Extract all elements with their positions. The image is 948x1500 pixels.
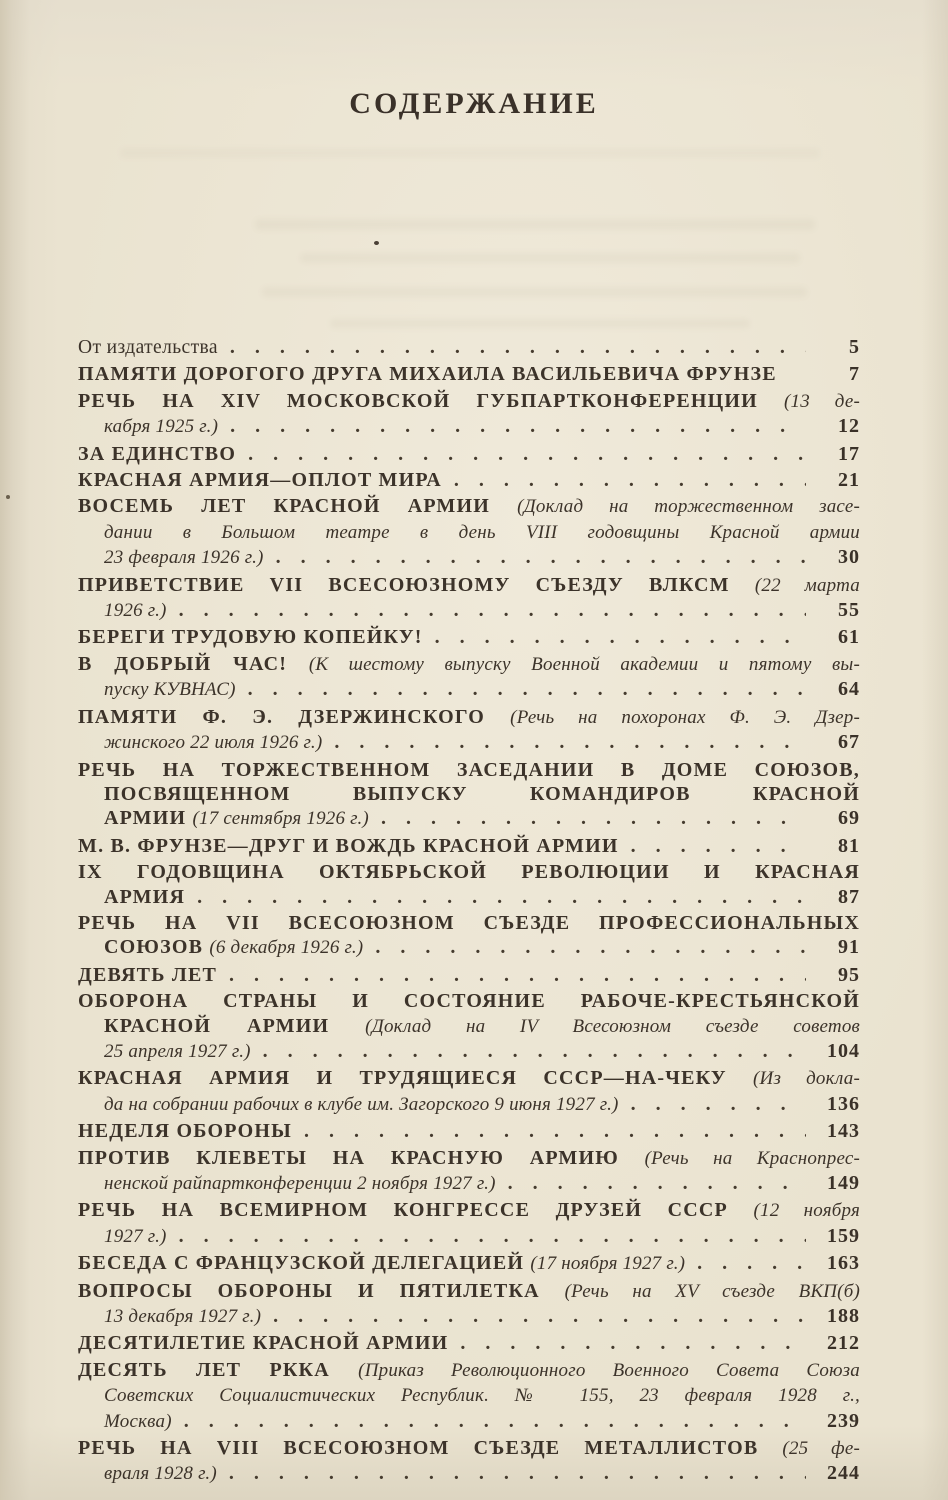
toc-entry-subtitle: (13 де-: [784, 390, 860, 412]
toc-entry-subtitle: (Доклад на торжественном засе-: [517, 496, 860, 518]
toc-line: [78, 1198, 860, 1223]
page-number: 61: [838, 626, 860, 649]
toc-line: [78, 705, 860, 730]
toc-line: [78, 362, 860, 386]
toc-entry-text: [104, 677, 236, 702]
toc-line: [78, 963, 860, 987]
toc-line: [78, 834, 860, 858]
toc-entry-title: ПРОТИВ КЛЕВЕТЫ НА КРАСНУЮ АРМИЮ: [78, 1146, 645, 1169]
dot-leader: [276, 545, 806, 569]
show-through-smudge: [300, 253, 800, 263]
toc-line: [78, 1014, 860, 1039]
dot-leader: [435, 625, 806, 649]
dot-leader: [304, 1119, 806, 1143]
toc-entry-text: [104, 1304, 261, 1329]
toc-entry-text: [78, 1359, 860, 1381]
toc-line: [78, 545, 860, 570]
toc-line: [78, 1331, 860, 1355]
toc-line: [78, 911, 860, 935]
page-number: 87: [838, 885, 860, 908]
toc-entry-text: [78, 625, 423, 649]
toc-entry-title: АРМИИ: [104, 807, 193, 830]
dot-leader: [631, 834, 806, 858]
toc-entry: [78, 989, 860, 1064]
dot-leader: [631, 1092, 806, 1116]
toc-entry-title: ВОПРОСЫ ОБОРОНЫ И ПЯТИЛЕТКА: [78, 1279, 565, 1302]
toc-line: [78, 1383, 860, 1408]
toc-entry-title: РЕЧЬ НА ТОРЖЕСТВЕННОМ ЗАСЕДАНИИ В ДОМЕ СОЮЗОВ,: [78, 758, 860, 781]
dot-leader: [230, 414, 806, 438]
toc-entry-title: М. В. ФРУНЗЕ—ДРУГ И ВОЖДЬ КРАСНОЙ АРМИИ: [78, 834, 619, 857]
show-through-smudge: [262, 287, 807, 297]
page-number: 64: [838, 678, 860, 701]
ink-speck: [6, 495, 10, 499]
page-number: 91: [838, 936, 860, 959]
toc-line: [78, 625, 860, 649]
dot-leader: [229, 963, 806, 987]
toc-entry-subtitle: 25 апреля 1927 г.): [104, 1040, 251, 1062]
toc-entry-title: ДЕСЯТИЛЕТИЕ КРАСНОЙ АРМИИ: [78, 1332, 449, 1355]
toc-entry: [78, 442, 860, 466]
toc-entry-text: [78, 390, 860, 412]
toc-entry: [78, 1331, 860, 1355]
toc-entry: [78, 389, 860, 440]
toc-line: [78, 989, 860, 1013]
toc-entry-text: [78, 912, 860, 934]
toc-entry-title: РЕЧЬ НА ВСЕМИРНОМ КОНГРЕССЕ ДРУЗЕЙ СССР: [78, 1199, 754, 1222]
toc-entry: [78, 652, 860, 703]
toc-entry-title: ПОСВЯЩЕННОМ ВЫПУСКУ КОМАНДИРОВ КРАСНОЙ: [104, 782, 860, 805]
toc-entry-title: БЕРЕГИ ТРУДОВУЮ КОПЕЙКУ!: [78, 626, 423, 649]
toc-entry-title: ПРИВЕТСТВИЕ VII ВСЕСОЮЗНОМУ СЪЕЗДУ ВЛКСМ: [78, 573, 755, 596]
page-number: 30: [838, 546, 860, 569]
dot-leader: [248, 677, 806, 701]
toc-entry-text: [78, 468, 442, 492]
toc-line: [78, 1224, 860, 1249]
toc-entry: [78, 1066, 860, 1117]
toc-entry: [78, 1436, 860, 1487]
toc-entry-text: [78, 861, 860, 883]
toc-line: [78, 1436, 860, 1461]
toc-entry-subtitle: 23 февраля 1926 г.): [104, 547, 264, 569]
dot-leader: [263, 1039, 806, 1063]
page-number: 95: [838, 963, 860, 986]
dot-leader: [197, 885, 806, 909]
toc-entry-subtitle: Москва): [104, 1410, 172, 1432]
page-number: 212: [827, 1332, 860, 1355]
toc-list: [78, 335, 860, 1487]
toc-line: [78, 573, 860, 598]
toc-entry-subtitle: (6 декабря 1926 г.): [209, 937, 364, 959]
page-number: 17: [838, 442, 860, 465]
page-number: 143: [827, 1120, 860, 1143]
toc-line: [78, 1279, 860, 1304]
toc-entry-text: [78, 990, 860, 1012]
toc-entry-text: [104, 806, 369, 831]
toc-entry-title: АРМИЯ: [104, 885, 186, 908]
toc-entry-subtitle: пуску КУВНАС): [104, 679, 236, 701]
toc-line: [78, 389, 860, 414]
toc-entry: [78, 1198, 860, 1249]
toc-line: [78, 598, 860, 623]
toc-entry: [78, 758, 860, 832]
toc-entry-subtitle: (12 ноября: [753, 1200, 860, 1222]
toc-entry-subtitle: враля 1928 г.): [104, 1463, 217, 1485]
toc-entry-subtitle: (Из докла-: [753, 1068, 860, 1090]
toc-line: [78, 414, 860, 439]
toc-entry-text: [78, 362, 777, 386]
toc-line: [78, 758, 860, 782]
page-number: 5: [849, 336, 860, 358]
toc-entry-title: ВОСЕМЬ ЛЕТ КРАСНОЙ АРМИИ: [78, 495, 518, 518]
dot-leader: [179, 598, 806, 622]
toc-entry-text: [104, 935, 363, 960]
toc-entry-subtitle: 13 декабря 1927 г.): [104, 1306, 262, 1328]
toc-line: [78, 1092, 860, 1117]
toc-entry-text: [78, 442, 236, 466]
toc-line: [78, 730, 860, 755]
toc-line: [78, 494, 860, 519]
toc-entry: [78, 1119, 860, 1143]
toc-entry-title: От издательства: [78, 337, 218, 358]
toc-entry-title: КРАСНАЯ АРМИЯ—ОПЛОТ МИРА: [78, 469, 442, 492]
toc-entry-title: СОЮЗОВ: [104, 936, 210, 959]
toc-entry-text: [78, 495, 860, 517]
toc-entry-text: [104, 1224, 167, 1249]
toc-entry-text: [104, 1092, 619, 1117]
dot-leader: [179, 1224, 806, 1248]
toc-line: [78, 468, 860, 492]
toc-entry-text: [78, 653, 860, 675]
dot-leader: [230, 335, 806, 359]
toc-entry-subtitle: (К шестому выпуску Военной академии и пятому вы-: [308, 653, 860, 675]
dot-leader: [375, 935, 806, 959]
page-number: 239: [827, 1409, 860, 1432]
page-number: 67: [838, 731, 860, 754]
toc-entry-text: [104, 1409, 172, 1434]
toc-entry-subtitle: (Речь на похоронах Ф. Э. Дзер-: [510, 706, 860, 728]
toc-entry-subtitle: (22 марта: [754, 574, 860, 596]
toc-entry-title: РЕЧЬ НА XIV МОСКОВСКОЙ ГУБПАРТКОНФЕРЕНЦИИ: [78, 389, 785, 412]
toc-entry-text: [104, 598, 167, 623]
toc-entry: [78, 1251, 860, 1276]
toc-entry-text: [78, 1331, 448, 1355]
dot-leader: [334, 730, 806, 754]
toc-entry-title: ДЕСЯТЬ ЛЕТ РККА: [78, 1358, 359, 1381]
dot-leader: [248, 442, 806, 466]
toc-entry-text: [104, 885, 185, 909]
toc-line: [78, 1251, 860, 1276]
toc-line: [78, 1304, 860, 1329]
toc-entry-title: КРАСНОЙ АРМИИ: [104, 1014, 366, 1037]
show-through-smudge: [120, 148, 820, 158]
page-number: 81: [838, 834, 860, 857]
toc-entry-title: ПАМЯТИ ДОРОГОГО ДРУГА МИХАИЛА ВАСИЛЬЕВИЧА ФРУНЗЕ: [78, 363, 777, 386]
toc-entry-subtitle: кабря 1925 г.): [104, 416, 219, 438]
page-number: 149: [827, 1172, 860, 1194]
toc-line: [78, 442, 860, 466]
toc-entry-title: ЗА ЕДИНСТВО: [78, 442, 237, 465]
toc-line: [78, 1066, 860, 1091]
page-title: СОДЕРЖАНИЕ: [349, 87, 599, 120]
toc-entry-text: [104, 1384, 860, 1406]
show-through-smudge: [330, 319, 750, 328]
toc-line: [78, 520, 860, 545]
page-number: 7: [849, 363, 860, 386]
toc-line: [78, 885, 860, 909]
toc-entry-subtitle: (25 фе-: [782, 1438, 860, 1460]
toc-entry-text: [104, 521, 860, 543]
toc-entry-text: [104, 783, 860, 805]
toc-line: [78, 935, 860, 960]
toc-entry-text: [78, 335, 218, 360]
toc-entry-title: БЕСЕДА С ФРАНЦУЗСКОЙ ДЕЛЕГАЦИЕЙ: [78, 1252, 531, 1275]
dot-leader: [381, 806, 806, 830]
page-number: 69: [838, 807, 860, 830]
toc-entry: [78, 1146, 860, 1197]
toc-entry: [78, 834, 860, 858]
toc-entry: [78, 573, 860, 624]
ink-speck: [374, 241, 379, 245]
toc-entry-title: КРАСНАЯ АРМИЯ И ТРУДЯЩИЕСЯ СССР—НА-ЧЕКУ: [78, 1067, 754, 1090]
dot-leader: [229, 1461, 806, 1485]
dot-leader: [697, 1251, 806, 1275]
toc-line: [78, 782, 860, 806]
toc-entry-title: IX ГОДОВЩИНА ОКТЯБРЬСКОЙ РЕВОЛЮЦИИ И КРАСНАЯ: [78, 861, 860, 884]
toc-line: [78, 652, 860, 677]
toc-entry-subtitle: 1927 г.): [104, 1225, 167, 1247]
toc-entry-title: НЕДЕЛЯ ОБОРОНЫ: [78, 1120, 292, 1143]
toc-line: [78, 1171, 860, 1196]
toc-line: [78, 806, 860, 831]
toc-entry-text: [104, 730, 322, 755]
toc-entry: [78, 1279, 860, 1330]
page-number: 21: [838, 469, 860, 492]
page-number: 244: [827, 1462, 860, 1485]
toc-entry-subtitle: (Доклад на IV Всесоюзном съезде советов: [365, 1015, 860, 1037]
toc-entry-subtitle: (Речь на XV съезде ВКП(б): [564, 1280, 860, 1302]
toc-entry-subtitle: да на собрании рабочих в клубе им. Загорского 9 июня 1927 г.): [104, 1093, 619, 1115]
toc-entry: [78, 705, 860, 756]
toc-entry-text: [78, 1280, 860, 1302]
toc-entry: [78, 335, 860, 360]
toc-entry-text: [78, 759, 860, 781]
dot-leader: [273, 1304, 806, 1328]
toc-entry: [78, 468, 860, 492]
toc-entry: [78, 860, 860, 909]
toc-line: [78, 860, 860, 884]
toc-entry-text: [104, 414, 218, 439]
dot-leader: [454, 468, 806, 492]
toc-entry: [78, 625, 860, 649]
toc-entry-subtitle: 1926 г.): [104, 600, 167, 622]
toc-entry-text: [104, 1171, 496, 1196]
page-number: 136: [827, 1092, 860, 1115]
toc-entry-subtitle: жинского 22 июля 1926 г.): [104, 732, 323, 754]
toc-line: [78, 1461, 860, 1486]
toc-entry-subtitle: (Речь на Краснопрес-: [644, 1147, 860, 1169]
page-number: 188: [827, 1305, 860, 1328]
page-number: 163: [827, 1252, 860, 1275]
toc-entry-subtitle: Советских Социалистических Республик. № 155, 23 февраля 1928 г.,: [104, 1385, 860, 1407]
toc-entry-text: [104, 1015, 860, 1037]
dot-leader: [460, 1331, 806, 1355]
toc-entry-text: [78, 1119, 292, 1143]
toc-line: [78, 335, 860, 360]
toc-entry-text: [78, 1199, 860, 1221]
toc-entry: [78, 963, 860, 987]
toc-entry-text: [78, 574, 860, 596]
toc-line: [78, 1409, 860, 1434]
toc-entry-text: [78, 834, 619, 858]
toc-entry-title: РЕЧЬ НА VII ВСЕСОЮЗНОМ СЪЕЗДЕ ПРОФЕССИОНАЛЬНЫХ: [78, 911, 860, 934]
toc-entry: [78, 494, 860, 570]
toc-entry: [78, 362, 860, 386]
toc-line: [78, 677, 860, 702]
toc-entry-title: ДЕВЯТЬ ЛЕТ: [78, 963, 218, 986]
toc-entry-text: [78, 1251, 685, 1276]
page-number: 159: [827, 1224, 860, 1247]
page-number: 12: [838, 415, 860, 438]
toc-entry-title: РЕЧЬ НА VIII ВСЕСОЮЗНОМ СЪЕЗДЕ МЕТАЛЛИСТОВ: [78, 1437, 783, 1460]
toc-entry-text: [78, 1437, 860, 1459]
toc-line: [78, 1358, 860, 1383]
toc-entry-title: ПАМЯТИ Ф. Э. ДЗЕРЖИНСКОГО: [78, 705, 511, 728]
toc-entry: [78, 1358, 860, 1434]
toc-entry-text: [78, 1147, 860, 1169]
toc-entry-title: В ДОБРЫЙ ЧАС!: [78, 652, 309, 675]
toc-entry-subtitle: (Приказ Революционного Военного Совета Союза: [358, 1359, 860, 1381]
toc-line: [78, 1119, 860, 1143]
toc-entry-text: [104, 1039, 251, 1064]
toc-entry-subtitle: ненской райпартконференции 2 ноября 1927 г.): [104, 1173, 496, 1194]
toc-line: [78, 1039, 860, 1064]
toc-entry-text: [78, 1067, 860, 1089]
dot-leader: [508, 1171, 806, 1195]
toc-entry: [78, 911, 860, 961]
toc-entry-text: [78, 706, 860, 728]
toc-entry-subtitle: дании в Большом театре в день VIII годовщины Красной армии: [104, 521, 860, 543]
dot-leader: [184, 1409, 806, 1433]
show-through-smudge: [255, 219, 815, 230]
toc-entry-title: ОБОРОНА СТРАНЫ И СОСТОЯНИЕ РАБОЧЕ-КРЕСТЬЯНСКОЙ: [78, 990, 860, 1013]
toc-entry-text: [78, 963, 217, 987]
page-number: 55: [838, 599, 860, 622]
toc-line: [78, 1146, 860, 1171]
page-number: 104: [827, 1039, 860, 1062]
toc-entry-text: [104, 1461, 217, 1486]
toc-entry-subtitle: (17 сентября 1926 г.): [192, 808, 369, 830]
toc-entry-subtitle: (17 ноября 1927 г.): [530, 1253, 686, 1275]
toc-entry-text: [104, 545, 264, 570]
